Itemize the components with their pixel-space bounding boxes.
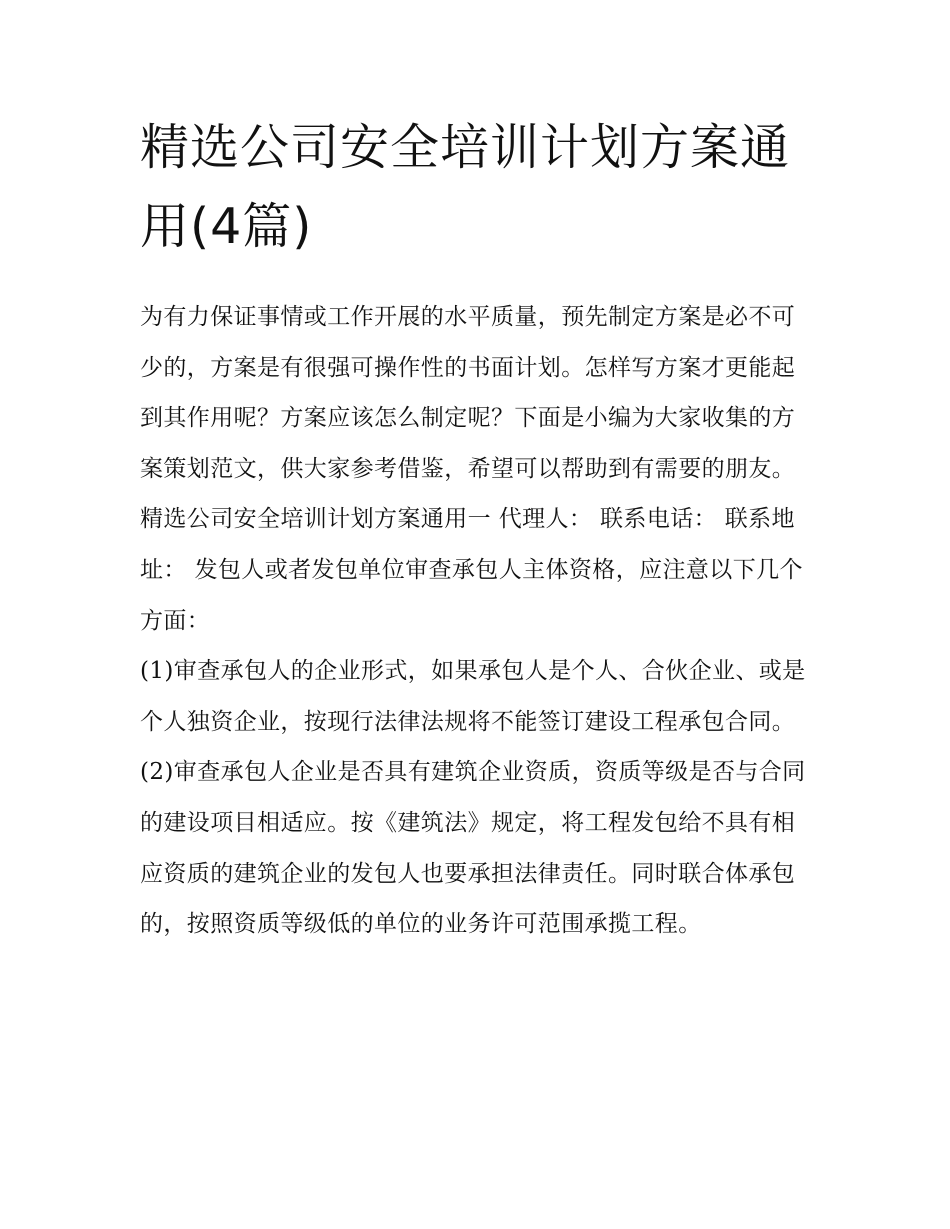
intro-paragraph: 为有力保证事情或工作开展的水平质量，预先制定方案是必不可少的，方案是有很强可操作性的书面计划。怎样写方案才更能起到其作用呢？方案应该怎么制定呢？下面是小编为大家收集的方案策划范文，供大家参考借鉴，希望可以帮助到有需要的朋友。 <box>140 304 796 482</box>
list-item-2-paragraph: (2)审查承包人企业是否具有建筑企业资质，资质等级是否与合同的建设项目相适应。按《建筑法》规定，将工程发包给不具有相应资质的建筑企业的发包人也要承担法律责任。同时联合体承包的，按照资质等级低的单位的业务许可范围承揽工程。 <box>140 759 806 938</box>
document-title: 精选公司安全培训计划方案通用(4篇) <box>140 119 791 255</box>
document-body <box>140 108 812 950</box>
section-one-paragraph: 精选公司安全培训计划方案通用一 代理人： 联系电话： 联系地址： 发包人或者发包单位审查承包人主体资格，应注意以下几个方面： <box>140 506 803 634</box>
list-item-1-paragraph: (1)审查承包人的企业形式，如果承包人是个人、合伙企业、或是个人独资企业，按现行法律法规将不能签订建设工程承包合同。 <box>140 658 806 735</box>
